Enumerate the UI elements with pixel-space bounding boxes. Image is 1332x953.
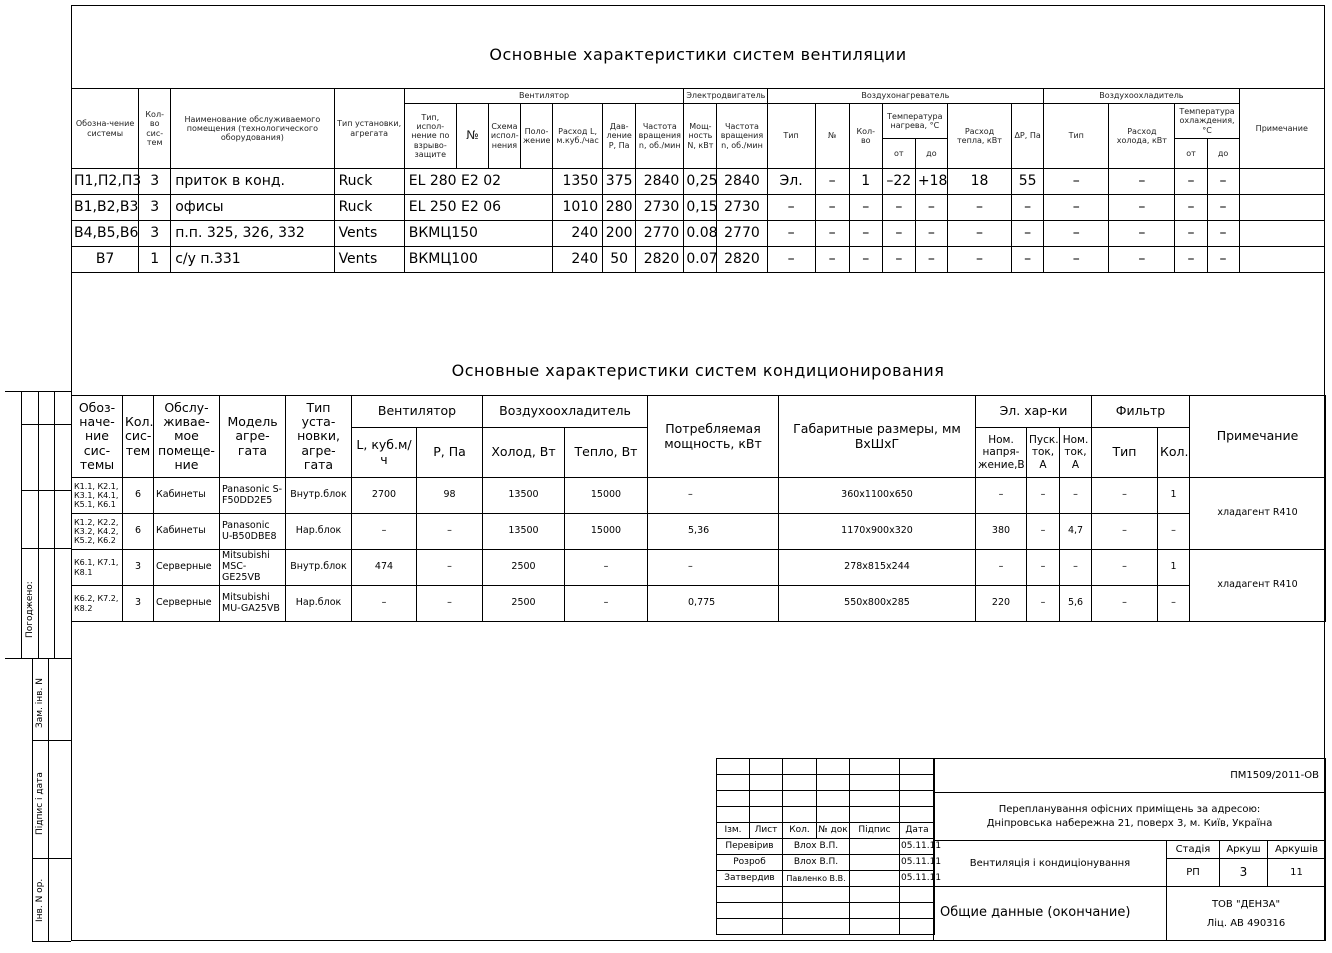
cell-room: Кабинеты	[154, 514, 220, 550]
col-room: Обслу-живае-мое помеще-ние	[154, 396, 220, 478]
project-line-1: Перепланування офісних приміщень за адресою:	[998, 803, 1261, 815]
cell-note	[1239, 247, 1324, 273]
cell-hno: –	[815, 247, 849, 273]
col-motor-speed: Частота вращения n, об./мин	[717, 104, 767, 169]
col-list: Лист	[750, 823, 783, 839]
col-unit-type: Тип установки, агрегата	[334, 89, 404, 169]
cell-sys: В7	[72, 247, 139, 273]
signature-name: Влох В.П.	[783, 855, 850, 871]
conditioning-row	[72, 478, 1326, 514]
cell-sc: –	[1027, 514, 1060, 550]
cell-nc: 4,7	[1060, 514, 1092, 550]
col-voltage: Ном. напря-жение,В	[976, 428, 1027, 478]
cell-note: хладагент R410	[1190, 478, 1326, 550]
section-name: Вентиляція і кондиціонування	[934, 841, 1167, 887]
col-izm: Ізм.	[717, 823, 750, 839]
cell-model: Mitsubishi MSC-GE25VB	[220, 550, 286, 586]
group-cooler: Воздухоохладитель	[483, 396, 648, 428]
cell-dp: 55	[1012, 169, 1044, 195]
side-stamp-hline	[32, 941, 71, 942]
cell-n: 2820	[636, 247, 684, 273]
cell-heat: –	[947, 221, 1011, 247]
cell-dp: –	[1012, 247, 1044, 273]
cell-n: 2840	[636, 169, 684, 195]
document-code: ПМ1509/2011-ОВ	[934, 759, 1326, 793]
col-fan-pressure: Дав-ление P, Па	[603, 104, 636, 169]
cell-p: –	[417, 586, 483, 622]
cell-cnt: 3	[139, 221, 171, 247]
col-heater-temp: Температура нагрева, °С	[882, 104, 947, 139]
side-stamp-hline	[21, 548, 71, 549]
cell-pow: –	[648, 550, 779, 586]
side-agreed-label: Погоджено:	[25, 581, 35, 638]
side-stamp-hline	[32, 858, 71, 859]
cell-dims: 1170x900x320	[779, 514, 976, 550]
cell-ht: –	[767, 195, 815, 221]
cell-nc: –	[1060, 478, 1092, 514]
cell-p: 280	[603, 195, 636, 221]
cell-n: 2730	[636, 195, 684, 221]
cell-l: –	[352, 514, 417, 550]
col-filter-qty: Кол.	[1158, 428, 1190, 478]
cell-hto: +18	[915, 169, 947, 195]
col-fan-position: Поло-жение	[520, 104, 552, 169]
cell-l: 2700	[352, 478, 417, 514]
ventilation-title: Основные характеристики систем вентиляции	[489, 45, 907, 64]
cell-cold: –	[1109, 221, 1175, 247]
side-stamp-mid-line	[5, 658, 71, 659]
cell-hto: –	[915, 195, 947, 221]
col-heater-from: от	[882, 139, 915, 169]
signature-row	[717, 839, 935, 855]
col-fan-l: L, куб.м/ч	[352, 428, 417, 478]
cell-room: Серверные	[154, 550, 220, 586]
cell-cnt: 3	[139, 169, 171, 195]
col-start-current: Пуск. ток, А	[1027, 428, 1060, 478]
cell-v: 380	[976, 514, 1027, 550]
cell-dims: 550x800x285	[779, 586, 976, 622]
signature-role: Розроб	[717, 855, 783, 871]
col-cool-temp: Температура охлаждения, °С	[1175, 104, 1239, 139]
cell-note	[1239, 221, 1324, 247]
cell-hq: –	[849, 221, 882, 247]
cell-unit: Внутр.блок	[286, 550, 352, 586]
cell-cold: –	[1109, 195, 1175, 221]
cell-sys: В4,В5,В6	[72, 221, 139, 247]
cell-pow: 0,25	[684, 169, 717, 195]
cell-pow: 0,15	[684, 195, 717, 221]
cell-cnt: 1	[139, 247, 171, 273]
cell-heat: –	[565, 550, 648, 586]
conditioning-title: Основные характеристики систем кондиционирования	[451, 361, 945, 380]
col-fan-flow: Расход L, м.куб./час	[553, 104, 603, 169]
signature-cell	[850, 855, 900, 871]
cell-ft: –	[1092, 514, 1158, 550]
col-fan-type: Тип, испол-нение по взрыво-защите	[404, 104, 456, 169]
col-designation: Обоз-наче-ние сис-темы	[72, 396, 123, 478]
cell-sys: К1.2, К2.2, К3.2, К4.2, К5.2, К6.2	[72, 514, 123, 550]
col-fan-p: P, Па	[417, 428, 483, 478]
col-dims: Габаритные размеры, мм ВхШхГ	[779, 396, 976, 478]
cell-flow: 240	[553, 247, 603, 273]
revision-table	[716, 758, 942, 935]
side-stamp-vline	[38, 391, 39, 658]
cell-cold: 2500	[483, 586, 565, 622]
cell-fq: 1	[1158, 478, 1190, 514]
col-note: Примечание	[1239, 89, 1324, 169]
cell-cnt: 3	[139, 195, 171, 221]
cell-fan: EL 280 E2 02	[404, 169, 552, 195]
col-heater-type: Тип	[767, 104, 815, 169]
cell-ft: –	[1092, 550, 1158, 586]
cell-v: –	[976, 478, 1027, 514]
group-motor: Электродвигатель	[684, 89, 767, 104]
cell-dims: 360x1100x650	[779, 478, 976, 514]
cell-heat: 15000	[565, 514, 648, 550]
cell-model: Panasonic U-B50DBE8	[220, 514, 286, 550]
cell-unit: Ruck	[334, 169, 404, 195]
cell-sc: –	[1027, 550, 1060, 586]
conditioning-row	[72, 514, 1326, 550]
col-kol: Кол.	[783, 823, 817, 839]
sheet-label: Аркуш	[1220, 841, 1268, 859]
cell-hno: –	[815, 195, 849, 221]
cell-unit: Нар.блок	[286, 514, 352, 550]
cell-n: 2770	[636, 221, 684, 247]
signature-name: Влох В.П.	[783, 839, 850, 855]
conditioning-table	[71, 395, 1326, 622]
group-cooler: Воздухоохладитель	[1044, 89, 1239, 104]
cell-sys: В1,В2,В3	[72, 195, 139, 221]
cell-ct: –	[1044, 169, 1109, 195]
cell-l: 474	[352, 550, 417, 586]
cell-heat: –	[565, 586, 648, 622]
cell-hq: –	[849, 247, 882, 273]
cell-cnt: 3	[123, 586, 154, 622]
col-heater-no: №	[815, 104, 849, 169]
cell-mn: 2770	[717, 221, 767, 247]
cell-ht: –	[767, 247, 815, 273]
col-cold: Холод, Вт	[483, 428, 565, 478]
cell-hf: –	[882, 221, 915, 247]
cell-fan: ВКМЦ100	[404, 247, 552, 273]
cell-pow: –	[648, 478, 779, 514]
cell-sc: –	[1027, 478, 1060, 514]
cell-heat: –	[947, 247, 1011, 273]
col-motor-power: Мощ-ность N, кВт	[684, 104, 717, 169]
cell-cto: –	[1207, 221, 1239, 247]
cell-model: Panasonic S-F50DD2E5	[220, 478, 286, 514]
cell-dp: –	[1012, 221, 1044, 247]
cell-flow: 1350	[553, 169, 603, 195]
cell-flow: 240	[553, 221, 603, 247]
cell-ft: –	[1092, 586, 1158, 622]
cell-ht: Эл.	[767, 169, 815, 195]
cell-hf: –22	[882, 169, 915, 195]
side-replace-inv-label: Зам. інв. N	[35, 678, 45, 728]
cell-ct: –	[1044, 247, 1109, 273]
side-stamp-hline	[32, 740, 71, 741]
col-nom-current: Ном. ток, А	[1060, 428, 1092, 478]
col-count: Кол. сис-тем	[123, 396, 154, 478]
col-doc: № док	[817, 823, 850, 839]
cell-note	[1239, 169, 1324, 195]
cell-sys: К6.2, К7.2, К8.2	[72, 586, 123, 622]
ventilation-row	[72, 169, 1325, 195]
cell-pow: 5,36	[648, 514, 779, 550]
cell-room: Кабинеты	[154, 478, 220, 514]
conditioning-row	[72, 586, 1326, 622]
cell-cf: –	[1175, 247, 1207, 273]
col-cold-flow: Расход холода, кВт	[1109, 104, 1175, 169]
cell-fan: ВКМЦ150	[404, 221, 552, 247]
cell-cto: –	[1207, 247, 1239, 273]
col-designation: Обозна-чение системы	[72, 89, 139, 169]
col-sign: Підпис	[850, 823, 900, 839]
cell-pow: 0.07	[684, 247, 717, 273]
cell-cf: –	[1175, 195, 1207, 221]
col-fan-speed: Частота вращения n, об./мин	[636, 104, 684, 169]
cell-cf: –	[1175, 221, 1207, 247]
cell-fq: 1	[1158, 550, 1190, 586]
side-stamp-hline	[21, 490, 71, 491]
cell-cnt: 6	[123, 514, 154, 550]
col-date: Дата	[900, 823, 935, 839]
col-dp: ΔP, Па	[1012, 104, 1044, 169]
signature-role: Затвердив	[717, 871, 783, 887]
cell-cold: –	[1109, 247, 1175, 273]
cell-fq: –	[1158, 514, 1190, 550]
title-block	[933, 758, 1326, 941]
side-stamp-hline	[21, 424, 71, 425]
cell-hno: –	[815, 169, 849, 195]
cell-sys: К6.1, К7.1, К8.1	[72, 550, 123, 586]
col-power: Потребляемая мощность, кВт	[648, 396, 779, 478]
group-electrical: Эл. хар-ки	[976, 396, 1092, 428]
cell-mn: 2820	[717, 247, 767, 273]
cell-pow: 0,775	[648, 586, 779, 622]
col-filter-type: Тип	[1092, 428, 1158, 478]
col-heat-flow: Расход тепла, кВт	[947, 104, 1011, 169]
cell-cnt: 6	[123, 478, 154, 514]
cell-ht: –	[767, 221, 815, 247]
cell-cto: –	[1207, 195, 1239, 221]
col-fan-no: №	[456, 104, 488, 169]
cell-room: офисы	[171, 195, 334, 221]
cell-dp: –	[1012, 195, 1044, 221]
cell-room: п.п. 325, 326, 332	[171, 221, 334, 247]
signature-role: Перевірив	[717, 839, 783, 855]
cell-p: 200	[603, 221, 636, 247]
side-stamp-vline	[32, 658, 33, 941]
col-cool-from: от	[1175, 139, 1207, 169]
col-cooler-type: Тип	[1044, 104, 1109, 169]
cell-dims: 278x815x244	[779, 550, 976, 586]
project-line-2: Дніпровська набережна 21, поверх 3, м. Київ, Україна	[986, 817, 1273, 829]
cell-cnt: 3	[123, 550, 154, 586]
cell-sys: П1,П2,П3	[72, 169, 139, 195]
cell-unit: Нар.блок	[286, 586, 352, 622]
cell-room: приток в конд.	[171, 169, 334, 195]
col-fan-scheme: Схема испол-нения	[488, 104, 520, 169]
cell-hto: –	[915, 221, 947, 247]
cell-p: –	[417, 550, 483, 586]
cell-hf: –	[882, 247, 915, 273]
cell-hto: –	[915, 247, 947, 273]
ventilation-row	[72, 221, 1325, 247]
col-note: Примечание	[1190, 396, 1326, 478]
col-heater-qty: Кол-во	[849, 104, 882, 169]
cell-p: 98	[417, 478, 483, 514]
company-name: ТОВ "ДЕНЗА"	[1211, 898, 1281, 910]
side-sign-date-label: Підпис і дата	[35, 772, 45, 835]
cell-fq: –	[1158, 586, 1190, 622]
col-model: Модель агре-гата	[220, 396, 286, 478]
cell-ct: –	[1044, 195, 1109, 221]
cell-cold: 2500	[483, 550, 565, 586]
cell-cf: –	[1175, 169, 1207, 195]
sheet-value: 3	[1220, 859, 1268, 887]
cell-l: –	[352, 586, 417, 622]
cell-hno: –	[815, 221, 849, 247]
cell-v: 220	[976, 586, 1027, 622]
cell-sc: –	[1027, 586, 1060, 622]
cell-unit: Vents	[334, 221, 404, 247]
side-stamp-vline	[54, 391, 55, 658]
cell-v: –	[976, 550, 1027, 586]
cell-p: 50	[603, 247, 636, 273]
group-fan: Вентилятор	[352, 396, 483, 428]
cell-ct: –	[1044, 221, 1109, 247]
cell-fan: EL 250 E2 06	[404, 195, 552, 221]
col-heater-to: до	[915, 139, 947, 169]
signature-date: 05.11.11	[900, 871, 935, 887]
cell-flow: 1010	[553, 195, 603, 221]
stage-value: РП	[1167, 859, 1220, 887]
cell-note	[1239, 195, 1324, 221]
side-inv-orig-label: Інв. N ор.	[35, 878, 45, 922]
col-count: Кол-во сис-тем	[139, 89, 171, 169]
cell-cto: –	[1207, 169, 1239, 195]
cell-note: хладагент R410	[1190, 550, 1326, 622]
ventilation-row	[72, 247, 1325, 273]
cell-unit: Ruck	[334, 195, 404, 221]
cell-mn: 2840	[717, 169, 767, 195]
signature-cell	[850, 871, 900, 887]
cell-p: 375	[603, 169, 636, 195]
cell-heat: 18	[947, 169, 1011, 195]
cell-room: Серверные	[154, 586, 220, 622]
signature-row	[717, 871, 935, 887]
stage-label: Стадія	[1167, 841, 1220, 859]
cell-room: с/у п.331	[171, 247, 334, 273]
cell-hf: –	[882, 195, 915, 221]
cell-unit: Внутр.блок	[286, 478, 352, 514]
cell-p: –	[417, 514, 483, 550]
cell-nc: –	[1060, 550, 1092, 586]
cell-heat: –	[947, 195, 1011, 221]
col-room: Наименование обслуживаемого помещения (технологического оборудования)	[171, 89, 334, 169]
signature-row	[717, 855, 935, 871]
signature-cell	[850, 839, 900, 855]
cell-heat: 15000	[565, 478, 648, 514]
cell-sys: К1.1, К2.1, К3.1, К4.1, К5.1, К6.1	[72, 478, 123, 514]
ventilation-row	[72, 195, 1325, 221]
side-stamp-vline	[21, 391, 22, 658]
conditioning-row	[72, 550, 1326, 586]
signature-date: 05.11.11	[900, 855, 935, 871]
sheet-title: Общие данные (окончание)	[934, 887, 1167, 941]
sheets-value: 11	[1268, 859, 1326, 887]
sheets-label: Аркушів	[1268, 841, 1326, 859]
cell-cold: 13500	[483, 478, 565, 514]
cell-mn: 2730	[717, 195, 767, 221]
cell-nc: 5,6	[1060, 586, 1092, 622]
group-heater: Воздухонагреватель	[767, 89, 1044, 104]
group-fan: Вентилятор	[404, 89, 684, 104]
cell-cold: 13500	[483, 514, 565, 550]
cell-model: Mitsubishi MU-GA25VB	[220, 586, 286, 622]
col-unit-type: Тип уста-новки, агре-гата	[286, 396, 352, 478]
company-license: Ліц. АВ 490316	[1206, 917, 1286, 929]
cell-ft: –	[1092, 478, 1158, 514]
ventilation-table	[71, 88, 1325, 273]
cell-hq: 1	[849, 169, 882, 195]
side-stamp-vline	[48, 658, 49, 941]
cell-cold: –	[1109, 169, 1175, 195]
col-heat: Тепло, Вт	[565, 428, 648, 478]
col-cool-to: до	[1207, 139, 1239, 169]
signature-name: Павленко В.В.	[783, 871, 850, 887]
signature-date: 05.11.11	[900, 839, 935, 855]
cell-hq: –	[849, 195, 882, 221]
cell-pow: 0.08	[684, 221, 717, 247]
group-filter: Фильтр	[1092, 396, 1190, 428]
cell-unit: Vents	[334, 247, 404, 273]
